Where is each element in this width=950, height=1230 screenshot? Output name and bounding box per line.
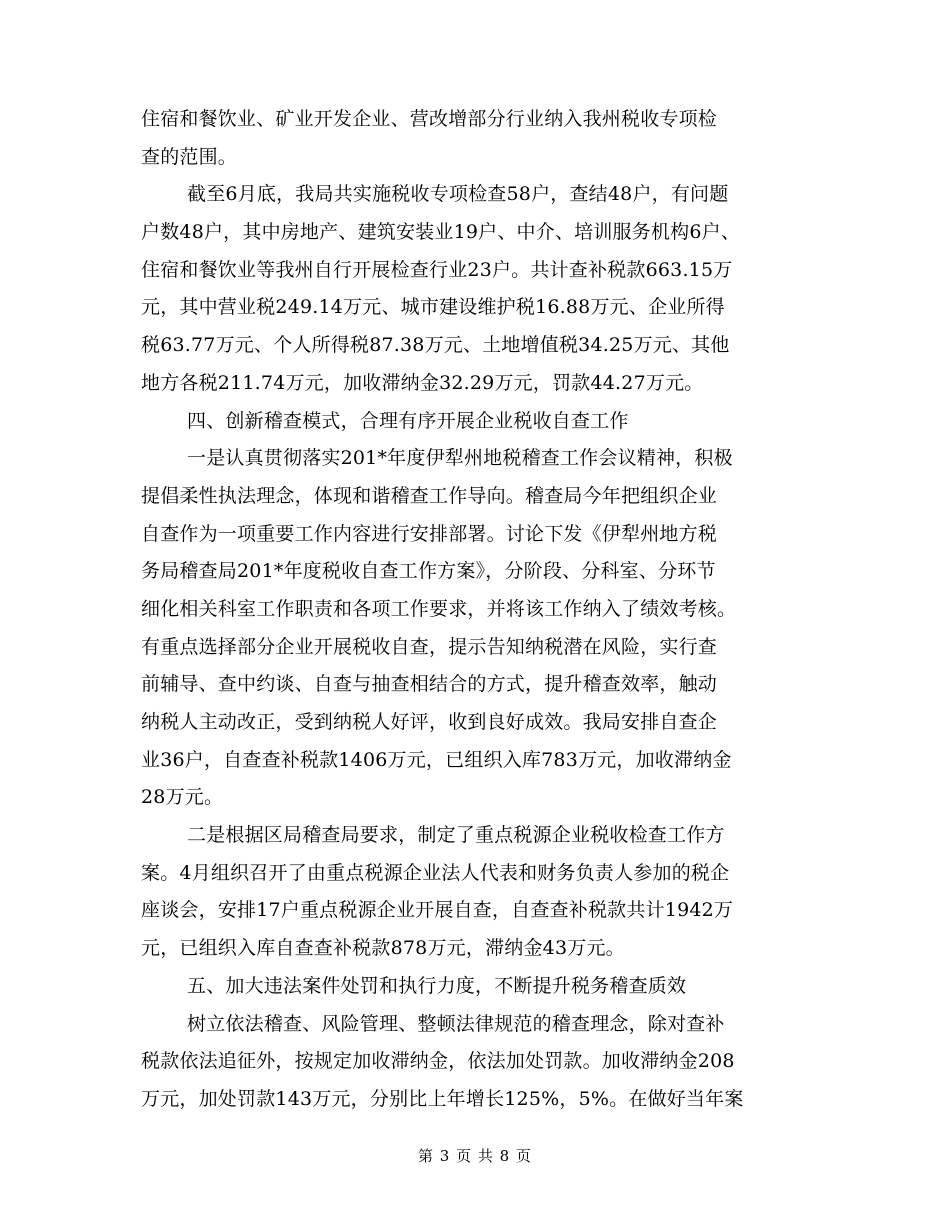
text-line: 四、创新稽查模式，合理有序开展企业税收自查工作	[187, 409, 629, 432]
text-line: 查的范围。	[141, 145, 238, 168]
text-line: 元，已组织入库自查查补税款878万元，滞纳金43万元。	[141, 937, 625, 960]
page-number-footer: 第 3 页 共 8 页	[418, 1147, 532, 1165]
text-line: 税款依法追征外，按规定加收滞纳金，依法加处罚款。加收滞纳金208	[141, 1050, 735, 1073]
text-line: 提倡柔性执法理念，体现和谐稽查工作导向。稽查局今年把组织企业	[141, 484, 718, 507]
text-line: 地方各税211.74万元，加收滞纳金32.29万元，罚款44.27万元。	[141, 371, 704, 394]
text-line: 业36户，自查查补税款1406万元，已组织入库783万元，加收滞纳金	[141, 748, 732, 771]
text-line: 万元，加处罚款143万元，分别比上年增长125%，5%。在做好当年案	[141, 1087, 744, 1110]
text-line: 树立依法稽查、风险管理、整顿法律规范的稽查理念，除对查补	[187, 1012, 725, 1035]
text-line: 五、加大违法案件处罚和执行力度，不断提升税务稽查质效	[187, 974, 687, 997]
text-line: 案。4月组织召开了由重点税源企业法人代表和财务负责人参加的税企	[141, 861, 730, 884]
text-line: 自查作为一项重要工作内容进行安排部署。讨论下发《伊犁州地方税	[141, 522, 718, 545]
text-line: 前辅导、查中约谈、自查与抽查相结合的方式，提升稽查效率，触动	[141, 673, 718, 696]
text-line: 户数48户，其中房地产、建筑安装业19户、中介、培训服务机构6户、	[141, 221, 741, 244]
text-line: 税63.77万元、个人所得税87.38万元、土地增值税34.25万元、其他	[141, 334, 730, 357]
text-line: 座谈会，安排17户重点税源企业开展自查，自查查补税款共计1942万	[141, 899, 734, 922]
text-line: 住宿和餐饮业、矿业开发企业、营改增部分行业纳入我州税收专项检	[141, 108, 718, 130]
text-line: 一是认真贯彻落实201*年度伊犁州地税稽查工作会议精神，积极	[187, 447, 733, 470]
text-line: 务局稽查局201*年度税收自查工作方案》，分阶段、分科室、分环节	[141, 560, 716, 583]
text-line: 28万元。	[141, 786, 224, 809]
text-line: 二是根据区局稽查局要求，制定了重点税源企业税收检查工作方	[187, 824, 725, 847]
text-line: 住宿和餐饮业等我州自行开展检查行业23户。共计查补税款663.15万	[141, 258, 733, 281]
text-line: 有重点选择部分企业开展税收自查，提示告知纳税潜在风险，实行查	[141, 635, 718, 658]
body-text	[141, 101, 821, 1119]
text-line: 细化相关科室工作职责和各项工作要求，并将该工作纳入了绩效考核。	[141, 597, 737, 620]
text-line: 元，其中营业税249.14万元、城市建设维护税16.88万元、企业所得	[141, 296, 725, 319]
text-line: 纳税人主动改正，受到纳税人好评，收到良好成效。我局安排自查企	[141, 711, 718, 733]
text-line: 截至6月底，我局共实施税收专项检查58户，查结48户，有问题	[187, 183, 729, 206]
